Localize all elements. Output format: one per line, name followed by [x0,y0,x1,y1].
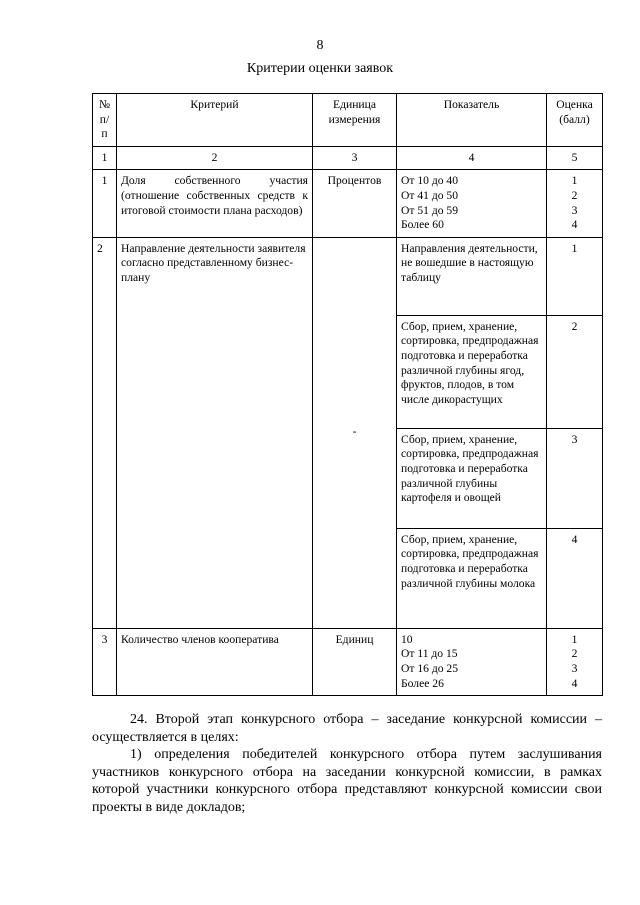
indicator-value: Более 26 [401,676,444,690]
col-number: 4 [397,146,547,170]
row-criterion: Количество членов кооператива [117,628,313,695]
body-text [92,711,602,817]
column-number-row [93,146,603,170]
row-num: 1 [93,170,117,237]
col-number: 5 [547,146,603,170]
page-number: 8 [316,38,324,53]
row-criterion: Направление деятельности заявителя согласно представленному бизнес-плану [117,237,313,628]
score-value: 1 [571,174,578,188]
row-score: 3 [547,428,603,528]
col-number: 1 [93,146,117,170]
criteria-table [92,93,603,696]
table-header-row [93,94,603,147]
score-value: 3 [571,203,578,217]
table-row [93,628,603,695]
row-unit: - [313,237,397,628]
indicator-value: От 16 до 25 [401,661,459,675]
table-row [93,170,603,237]
header-unit: Единица измерения [313,94,397,147]
row-criterion: Доля собственного участия (отношение собственных средств к итоговой стоимости плана расходов) [117,170,313,237]
header-indicator: Показатель [397,94,547,147]
indicator-value: Более 60 [401,218,444,232]
col-number: 2 [117,146,313,170]
row-indicator: Сбор, прием, хранение, сортировка, предпродажная подготовка и переработка различной глубины картофеля и овощей [397,428,547,528]
score-value: 1 [571,632,578,646]
row-unit: Процентов [313,170,397,237]
indicator-value: От 11 до 15 [401,647,458,661]
header-criterion: Критерий [117,94,313,147]
col-number: 3 [313,146,397,170]
score-value: 4 [571,218,578,232]
indicator-value: 10 [401,632,413,646]
row-indicator: Направления деятельности, не вошедшие в настоящую таблицу [397,237,547,315]
header-score: Оценка (балл) [547,94,603,147]
row-indicator: Сбор, прием, хранение, сортировка, предпродажная подготовка и переработка различной глубины молока [397,528,547,628]
row-scores [547,170,603,237]
indicator-value: От 51 до 59 [401,203,459,217]
row-scores [547,628,603,695]
row-num: 2 [93,237,117,628]
score-value: 2 [571,188,578,202]
indicator-value: От 10 до 40 [401,174,459,188]
page-title: Критерии оценки заявок [246,61,394,76]
row-indicator: Сбор, прием, хранение, сортировка, предпродажная подготовка и переработка различной глубины ягод, фруктов, плодов, в том числе дикорастущих [397,315,547,428]
row-num: 3 [93,628,117,695]
score-value: 2 [571,647,578,661]
paragraph: 1) определения победителей конкурсного отбора путем заслушивания участников конкурсного отбора на заседании конкурсной комиссии, в рамках которой участники конкурсного отбора представляют конкурсной комиссии свои проекты в виде докладов; [92,747,602,815]
row-indicators [397,628,547,695]
row-score: 4 [547,528,603,628]
row-unit: Единиц [313,628,397,695]
score-value: 4 [571,676,578,690]
row-score: 1 [547,237,603,315]
score-value: 3 [571,661,578,675]
header-num: № п/п [93,94,117,147]
row-indicators [397,170,547,237]
row-score: 2 [547,315,603,428]
indicator-value: От 41 до 50 [401,188,459,202]
table-row [93,237,603,315]
paragraph: 24. Второй этап конкурсного отбора – заседание конкурсной комиссии – осуществляется в целях: [92,712,602,745]
